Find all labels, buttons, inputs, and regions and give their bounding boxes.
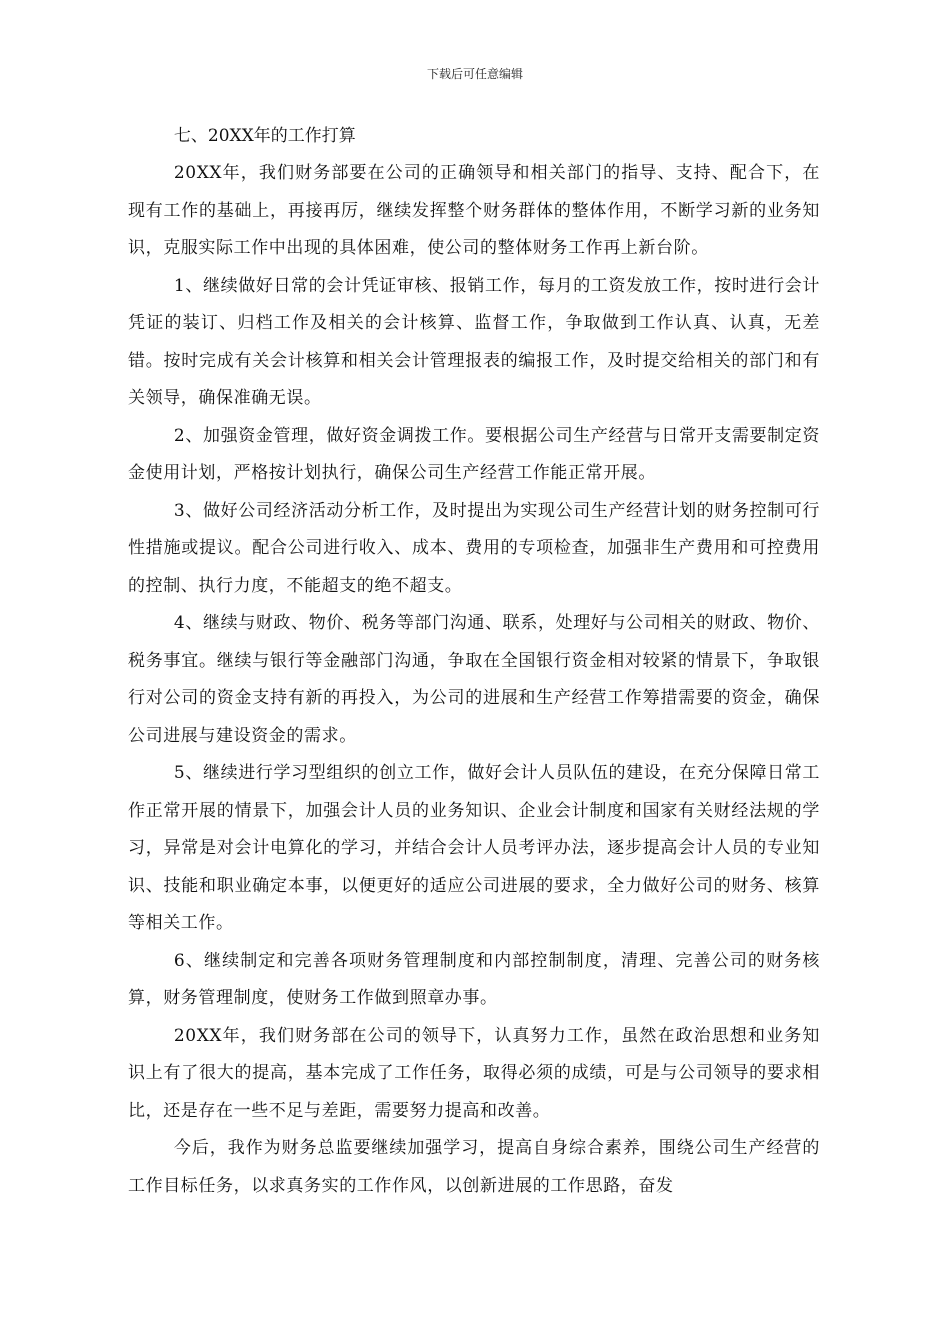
- section-title: 七、20XX年的工作打算: [173, 126, 356, 146]
- paragraph-item-3: 3、做好公司经济活动分析工作，及时提出为实现公司生产经营计划的财务控制可行性措施或提议。配合公司进行收入、成本、费用的专项检查，加强非生产费用和可控费用的控制、执行力度，不能超支的绝不超支。: [128, 500, 820, 596]
- paragraph-item-6: 6、继续制定和完善各项财务管理制度和内部控制制度，清理、完善公司的财务核算，财务管理制度，使财务工作做到照章办事。: [128, 950, 820, 1008]
- document-body: [128, 118, 820, 1205]
- page-header-note: 下载后可任意编辑: [426, 67, 523, 81]
- paragraph-outlook: 今后，我作为财务总监要继续加强学习，提高自身综合素养，围绕公司生产经营的工作目标任务，以求真务实的工作作风，以创新进展的工作思路，奋发: [128, 1138, 820, 1196]
- paragraph-item-1: 1、继续做好日常的会计凭证审核、报销工作，每月的工资发放工作，按时进行会计凭证的装订、归档工作及相关的会计核算、监督工作，争取做到工作认真、认真，无差错。按时完成有关会计核算和相关会计管理报表的编报工作，及时提交给相关的部门和有关领导，确保准确无误。: [128, 275, 820, 408]
- paragraph-summary: 20XX年，我们财务部在公司的领导下，认真努力工作，虽然在政治思想和业务知识上有了很大的提高，基本完成了工作任务，取得必须的成绩，可是与公司领导的要求相比，还是存在一些不足与差距，需要努力提高和改善。: [128, 1025, 820, 1121]
- paragraph-intro: 20XX年，我们财务部要在公司的正确领导和相关部门的指导、支持、配合下，在现有工作的基础上，再接再厉，继续发挥整个财务群体的整体作用，不断学习新的业务知识，克服实际工作中出现的具体困难，使公司的整体财务工作再上新台阶。: [128, 163, 820, 258]
- paragraph-item-4: 4、继续与财政、物价、税务等部门沟通、联系，处理好与公司相关的财政、物价、税务事宜。继续与银行等金融部门沟通，争取在全国银行资金相对较紧的情景下，争取银行对公司的资金支持有新的再投入，为公司的进展和生产经营工作筹措需要的资金，确保公司进展与建设资金的需求。: [128, 613, 820, 746]
- paragraph-item-2: 2、加强资金管理，做好资金调拨工作。要根据公司生产经营与日常开支需要制定资金使用计划，严格按计划执行，确保公司生产经营工作能正常开展。: [128, 425, 820, 483]
- paragraph-item-5: 5、继续进行学习型组织的创立工作，做好会计人员队伍的建设，在充分保障日常工作正常开展的情景下，加强会计人员的业务知识、企业会计制度和国家有关财经法规的学习，异常是对会计电算化的学习，并结合会计人员考评办法，逐步提高会计人员的专业知识、技能和职业确定本事，以便更好的适应公司进展的要求，全力做好公司的财务、核算等相关工作。: [128, 763, 820, 933]
